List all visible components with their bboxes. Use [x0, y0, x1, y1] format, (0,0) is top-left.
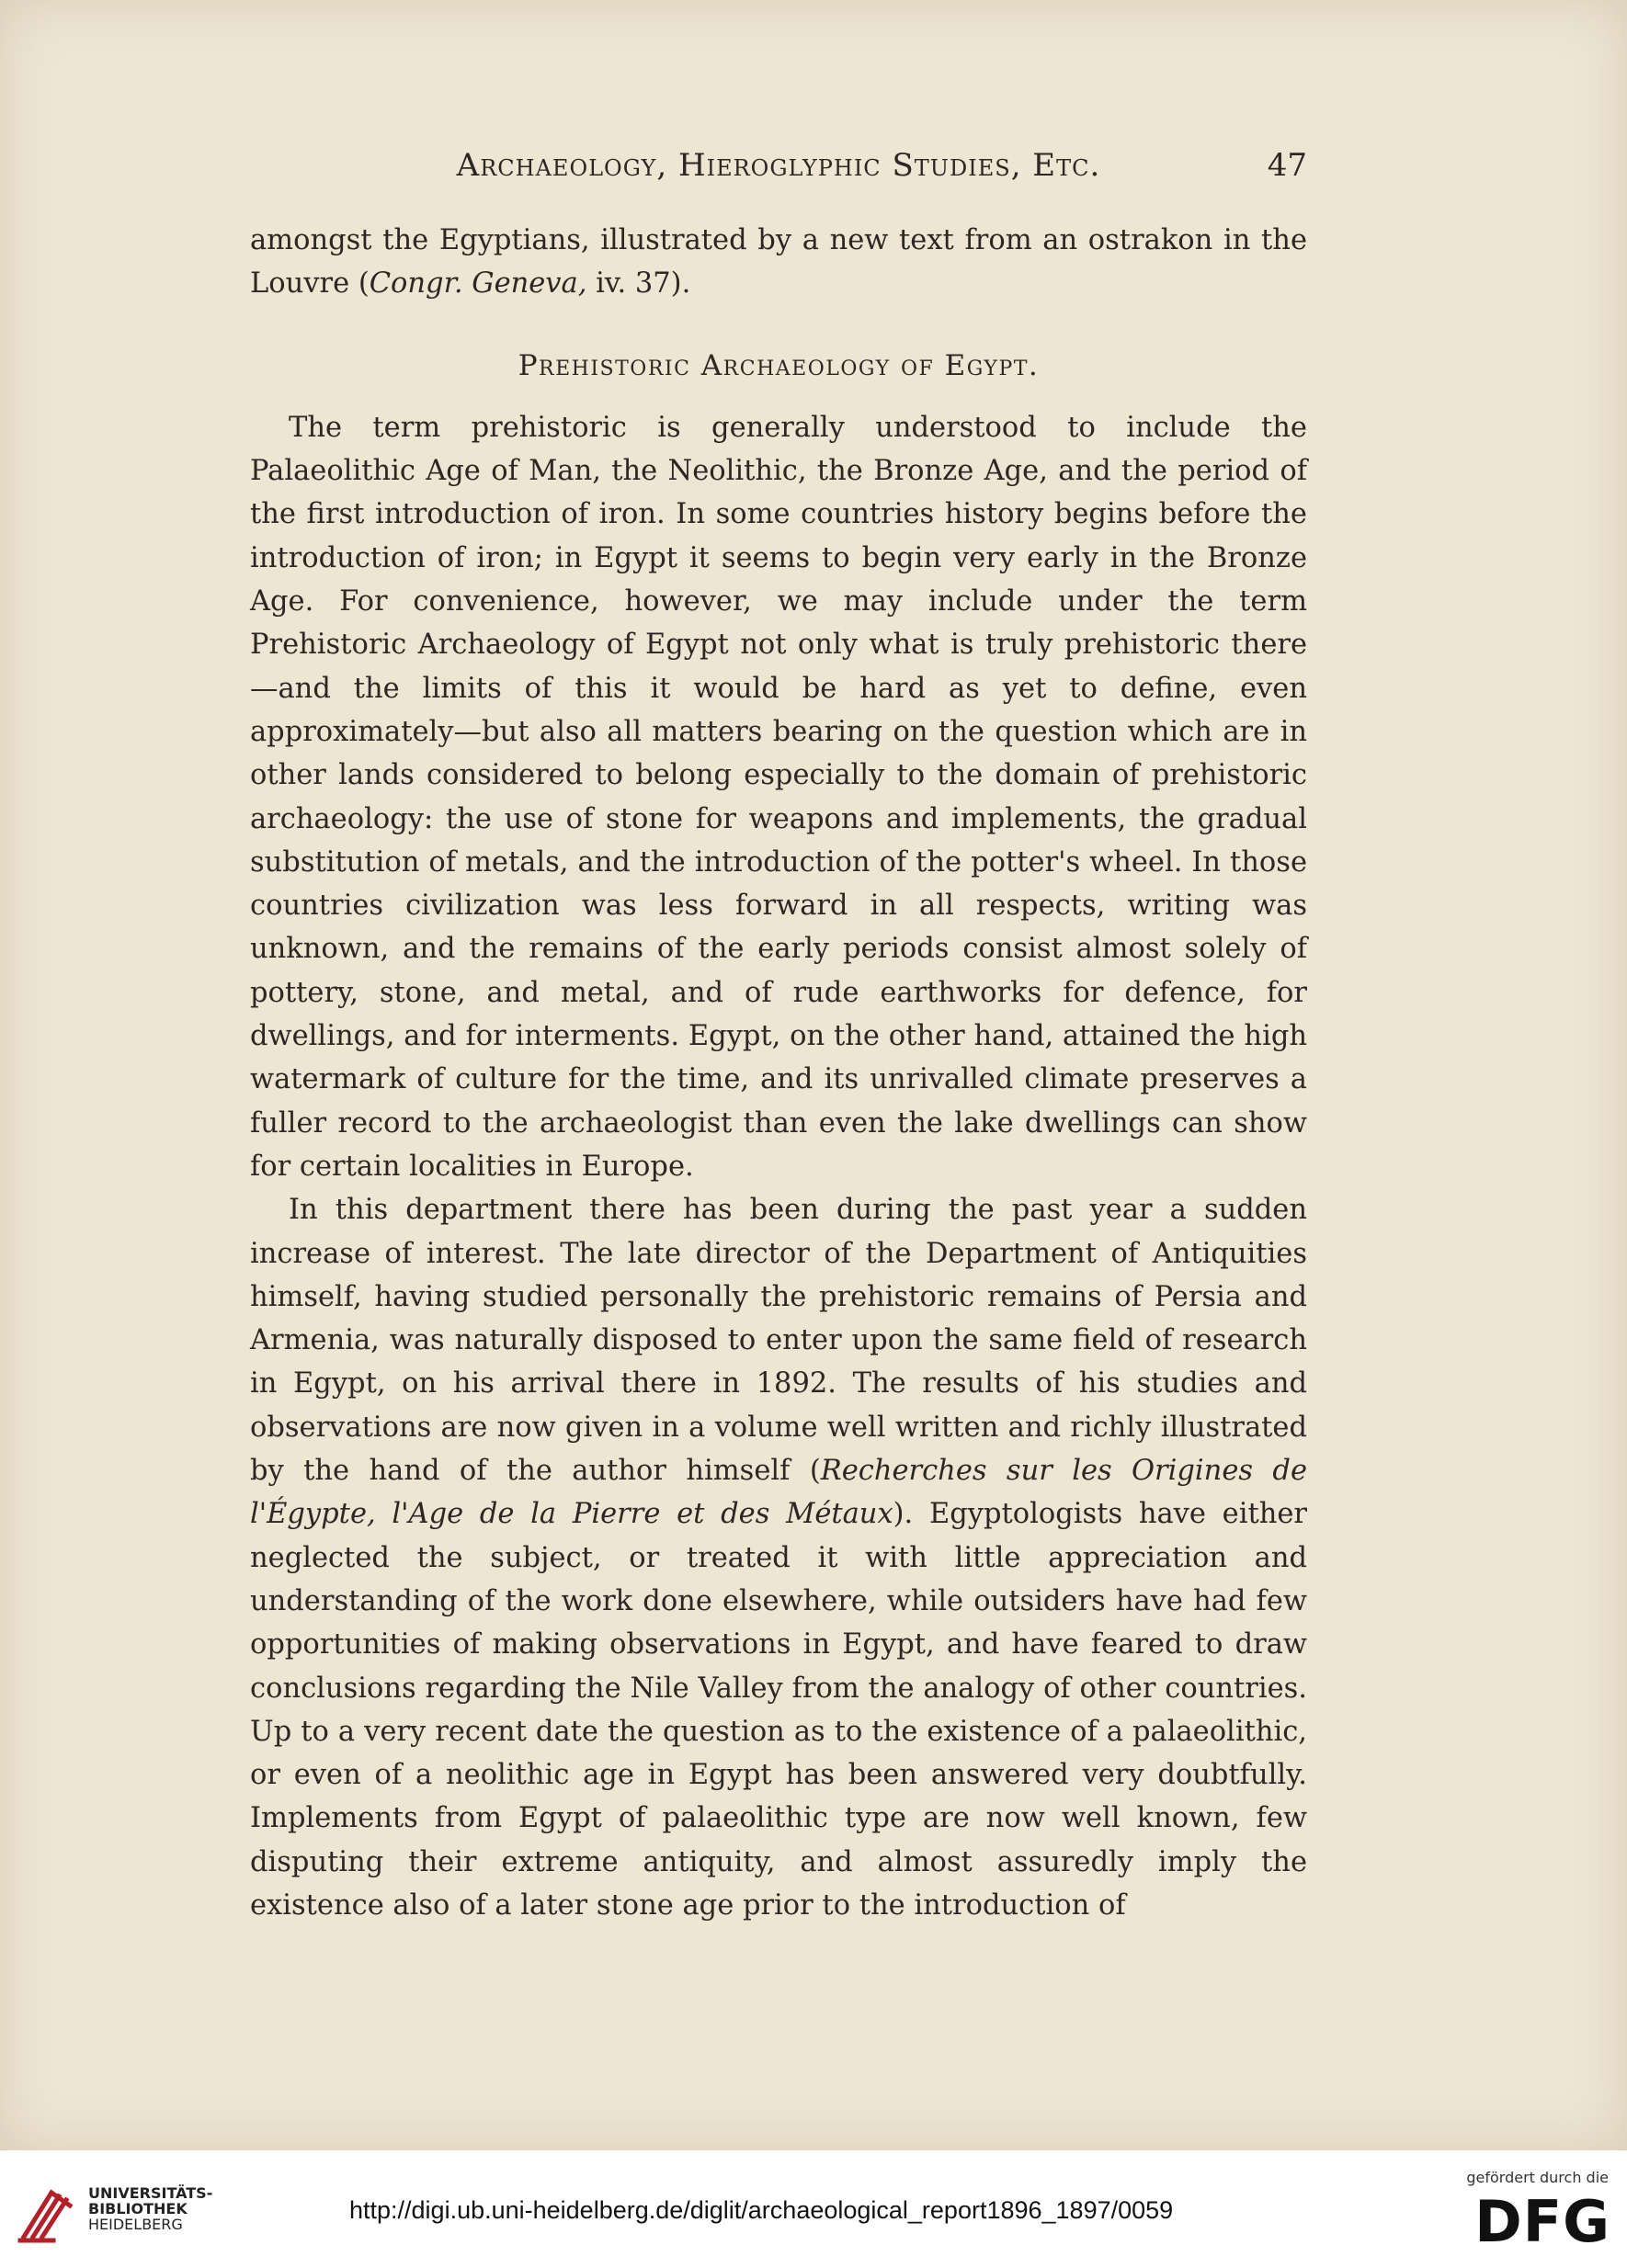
permalink-url[interactable]: http://digi.ub.uni-heidelberg.de/diglit/archaeological_report1896_1897/0059	[349, 2196, 1174, 2224]
funded-by-label: gefördert durch die	[1466, 2169, 1609, 2186]
running-head-title: Archaeology, Hieroglyphic Studies, Etc.	[456, 147, 1101, 184]
paragraph-1: The term prehistoric is generally understood to include the Palaeolithic Age of Man, the Neolithic, the Bronze Age, and the period of the first introduction of iron. In some countries history begins before the introduction of iron; in Egypt it seems to begin very early in the Bronze Age. For convenience, however, we may include under the term Prehistoric Archaeology of Egypt not only what is truly prehistoric there—and the limits of this it would be hard as yet to define, even approximately—but also all matters bearing on the question which are in other lands considered to belong especially to the domain of prehistoric archaeology: the use of stone for weapons and implements, the gradual substitution of metals, and the introduction of the potter's wheel. In those countries civilization was less forward in all respects, writing was unknown, and the remains of the early periods consist almost solely of pottery, stone, and metal, and of rude earthworks for defence, for dwellings, and for interments. Egypt, on the other hand, attained the high watermark of culture for the time, and its unrivalled climate preserves a fuller record to the archaeologist than even the lake dwellings can show for certain localities in Europe.	[250, 411, 1307, 1183]
continuation-paragraph	[250, 219, 1307, 306]
page-number: 47	[1267, 147, 1307, 184]
dfg-logo-icon: DFG	[1474, 2188, 1610, 2255]
library-name-line-1: UNIVERSITÄTS-	[88, 2184, 213, 2202]
funder-credit	[1427, 2169, 1610, 2255]
page-text	[250, 219, 1307, 1927]
continuation-text: amongst the Egyptians, illustrated by a new text from an ostrakon in the Louvre (	[250, 224, 1307, 301]
university-library-logo-icon	[17, 2183, 77, 2244]
citation: Congr. Geneva,	[369, 267, 587, 301]
paragraph-2-start: In this department there has been during the past year a sudden increase of interest. The late director of the Department of Antiquities himself, having studied personally the prehistoric remains of Persia and Armenia, was naturally disposed to enter upon the same field of research in Egypt, on his arrival there in 1892. The results of his studies and observations are now given in a volume well written and richly illustrated by the hand of the author himself (	[250, 1194, 1307, 1488]
section-heading: Prehistoric Archaeology of Egypt.	[518, 348, 1040, 382]
running-head	[250, 147, 1307, 193]
book-title: Recherches sur les Origines de l'Égypte, l'Age de la Pierre et des Métaux	[250, 1455, 1307, 1531]
library-name-line-2: BIBLIOTHEK	[88, 2200, 188, 2217]
library-name	[88, 2185, 212, 2232]
library-name-line-3: HEIDELBERG	[88, 2216, 183, 2233]
paragraph-2-end: ). Egyptologists have either neglected the subject, or treated it with little appreciation and understanding of the work done elsewhere, while outsiders have had few opportunities of making observations in Egypt, and have feared to draw conclusions regarding the Nile Valley from the analogy of other countries. Up to a very recent date the question as to the existence of a palaeolithic, or even of a neolithic age in Egypt has been answered very doubtfully. Implements from Egypt of palaeolithic type are now well known, few disputing their extreme antiquity, and almost assuredly imply the existence also of a later stone age prior to the introduction of	[250, 1498, 1307, 1922]
digitization-footer	[0, 2150, 1627, 2268]
continuation-text-end: iv. 37).	[586, 267, 691, 301]
paragraph-2	[250, 1188, 1307, 1927]
